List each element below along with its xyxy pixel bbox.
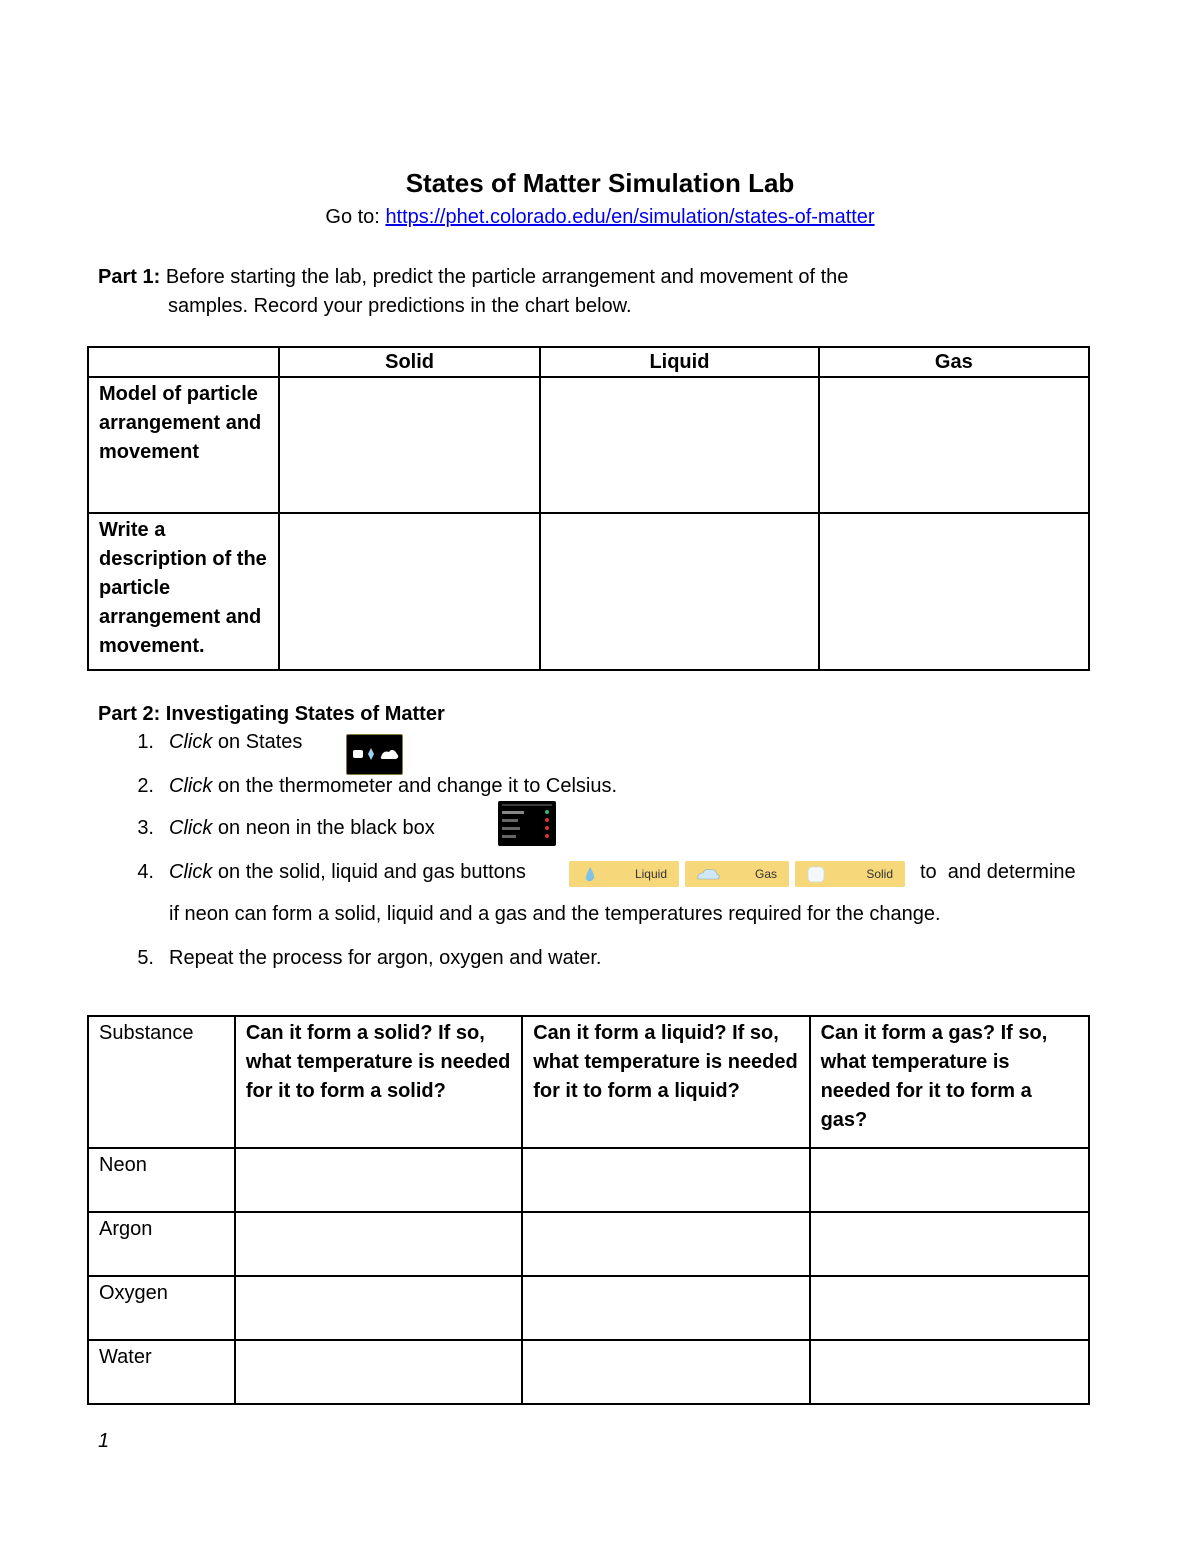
step-number: 5. <box>137 947 154 969</box>
table2-row-neon: Neon <box>88 1148 235 1212</box>
part1-line1: Before starting the lab, predict the particle arrangement and movement of the <box>165 266 849 288</box>
liquid-button-label: Liquid <box>634 867 667 881</box>
prediction-table <box>87 346 1090 671</box>
step-number: 1. <box>137 731 154 753</box>
table2-cell-oxygen-solid[interactable] <box>235 1276 522 1340</box>
step-number: 2. <box>137 775 154 797</box>
table2-cell-water-solid[interactable] <box>235 1340 522 1404</box>
part1-label: Part 1: <box>98 266 161 288</box>
solid-button[interactable] <box>795 861 905 887</box>
table1-cell-model-gas[interactable] <box>819 377 1089 513</box>
table2-cell-argon-solid[interactable] <box>235 1212 522 1276</box>
table2-cell-water-liquid[interactable] <box>522 1340 809 1404</box>
substance-selector-icon <box>498 801 556 846</box>
table2-cell-neon-liquid[interactable] <box>522 1148 809 1212</box>
table1-header-liquid: Liquid <box>540 347 818 377</box>
part1-instructions <box>98 263 938 321</box>
simulation-link[interactable]: https://phet.colorado.edu/en/simulation/states-of-matter <box>385 206 875 228</box>
step-number: 3. <box>137 817 154 839</box>
step-text: Repeat the process for argon, oxygen and water. <box>169 947 602 969</box>
table2-cell-neon-gas[interactable] <box>810 1148 1089 1212</box>
table1-cell-desc-gas[interactable] <box>819 513 1089 670</box>
table1-header-blank <box>88 347 279 377</box>
table2-header-liquid: Can it form a liquid? If so, what temperature is needed for it to form a liquid? <box>522 1016 809 1148</box>
table2-cell-oxygen-liquid[interactable] <box>522 1276 809 1340</box>
page-title: States of Matter Simulation Lab <box>405 168 795 198</box>
table1-cell-desc-solid[interactable] <box>279 513 540 670</box>
liquid-button[interactable] <box>569 861 679 887</box>
table2-header-solid: Can it form a solid? If so, what temperature is needed for it to form a solid? <box>235 1016 522 1148</box>
table2-header-gas: Can it form a gas? If so, what temperature is needed for it to form a gas? <box>810 1016 1089 1148</box>
table1-cell-model-liquid[interactable] <box>540 377 818 513</box>
table2-cell-argon-gas[interactable] <box>810 1212 1089 1276</box>
goto-line <box>0 206 1200 229</box>
step-text: on the solid, liquid and gas buttons <box>212 861 526 883</box>
step-4-after-text: to and determine <box>920 861 1076 883</box>
step-4-continued <box>920 861 1076 884</box>
table2-cell-water-gas[interactable] <box>810 1340 1089 1404</box>
table1-header-gas: Gas <box>819 347 1089 377</box>
part1-line2: samples. Record your predictions in the chart below. <box>168 295 632 317</box>
table2-row-water: Water <box>88 1340 235 1404</box>
step-verb: Click <box>169 731 213 753</box>
substance-table <box>87 1015 1090 1405</box>
table2-cell-oxygen-gas[interactable] <box>810 1276 1089 1340</box>
step-verb: Click <box>169 861 213 883</box>
ice-cube-icon <box>805 864 827 884</box>
table1-header-solid: Solid <box>279 347 540 377</box>
table1-cell-desc-liquid[interactable] <box>540 513 818 670</box>
table2-row-oxygen: Oxygen <box>88 1276 235 1340</box>
step-text: on neon in the black box <box>212 817 435 839</box>
table1-cell-model-solid[interactable] <box>279 377 540 513</box>
step-number: 4. <box>137 861 154 883</box>
cloud-icon <box>695 864 721 884</box>
table1-row-model: Model of particle arrangement and movement <box>88 377 279 513</box>
gas-button-label: Gas <box>754 867 777 881</box>
table2-row-argon: Argon <box>88 1212 235 1276</box>
step-4-line2: if neon can form a solid, liquid and a gas and the temperatures required for the change. <box>169 903 941 925</box>
goto-label: Go to: <box>325 206 380 228</box>
droplet-icon <box>579 864 601 884</box>
states-screen-icon <box>346 734 403 775</box>
gas-button[interactable] <box>685 861 789 887</box>
step-verb: Click <box>169 775 213 797</box>
table2-cell-argon-liquid[interactable] <box>522 1212 809 1276</box>
table1-row-description: Write a description of the particle arrangement and movement. <box>88 513 279 670</box>
step-text: on States <box>212 731 303 753</box>
table2-header-substance: Substance <box>88 1016 235 1148</box>
solid-button-label: Solid <box>866 867 893 881</box>
part2-heading: Part 2: Investigating States of Matter <box>98 703 445 725</box>
table2-cell-neon-solid[interactable] <box>235 1148 522 1212</box>
step-verb: Click <box>169 817 213 839</box>
step-text: on the thermometer and change it to Celsius. <box>212 775 618 797</box>
page-number: 1 <box>98 1430 110 1452</box>
